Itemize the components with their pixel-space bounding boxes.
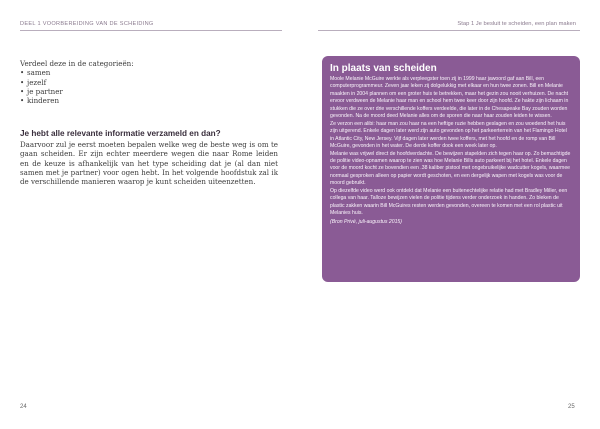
box-paragraph: Ze verzon een alibi: haar man zou haar na een heftige ruzie hebben geslagen en zou woedend het huis zijn uitgerend. Enkele dagen later werd zijn auto gevonden op het parkeerterrein van het Flamingo Hotel in Atlantic City, New Jersey. Vijf dagen later werden twee koffers, met het hoofd en de romp van Bill McGuire, gevonden in het water. De derde koffer dook een week later op. (330, 120, 567, 150)
box-paragraph: Moole Melanie McGuire werkte als verpleegster toen zij in 1999 haar jawoord gaf aan Bill, een computerprogrammeur. Zeven jaar leken zij dolgelukkig met elkaar en hun twee zonen. Bill en Melanie maakten in 2004 plannen om een groter huis te betrekken, maar het gezin zou nooit verhuizen. De nacht ervoor verdween de Melanie haar man en school hem twee keer door zijn hoofd. Ze hakte zijn lichaam in stukken die ze over drie verschillende koffers verdeelde, die later in de Chesapeake Bay zouden worden gevonden. Na de moord deed Melanie alles om de sporen die naar haar zouden leiden te wissen. (330, 76, 569, 120)
sidebar-box (322, 56, 580, 282)
category-item: • jezelf (20, 78, 278, 87)
running-head-right: Stap 1 Je besluit te scheiden, een plan maken (457, 21, 576, 27)
category-item: • samen (20, 68, 278, 77)
page-number-left: 24 (20, 404, 27, 410)
running-head-rule-right (318, 30, 580, 31)
section-heading: Je hebt alle relevante informatie verzameld en dan? (20, 129, 221, 138)
running-head-left: DEEL 1 VOORBEREIDING VAN DE SCHEIDING (20, 21, 154, 27)
box-source: (Bron Privé, juli-augustus 2015) (330, 218, 403, 225)
box-paragraph: Melanie was vrijwel direct de hoofdverdachte. De bewijzen stapelden zich tegen haar op. Zo bemachtigde de politie video-opnamen waarop te zien was hoe Melanie Bills auto parkeert bij het hotel. Enkele dagen voor de moord kocht ze bovendien een .38 kaliber pistool met ongebruikelijke wadcutter kogels, waarmee normaal gesproken alleen op papier wordt geschoten, en een dergelijk wapen met kogels was voor de moord gebruikt. (330, 150, 571, 187)
intro-block (20, 59, 278, 105)
category-item: • kinderen (20, 96, 278, 105)
category-list (20, 68, 278, 105)
page-number-right: 25 (568, 404, 575, 410)
box-paragraph: Op diezelfde video werd ook ontdekt dat Melanie een buitenechtelijke relatie had met Bradley Miller, een collega van haar. Talloze bewijzen vielen de politie tijdens verder onderzoek in handen. Zo bleken de plastic zakken waarin Bill McGuires resten werden gevonden, overeen te komen met een rol plastic uit Melanies huis. (330, 187, 568, 217)
intro-text: Verdeel deze in de categorieën: (20, 59, 134, 68)
running-head-rule-left (20, 30, 282, 31)
box-title: In plaats van scheiden (330, 63, 437, 74)
body-paragraph: Daarvoor zul je eerst moeten bepalen welke weg de beste weg is om te gaan scheiden. Er zijn echter meerdere wegen die naar Rome leiden en de keuze is afhankelijk van het type scheiding dat je (al dan niet samen met je partner) voor ogen hebt. In het volgende hoofdstuk zal ik de verschillende manieren waarop je kunt scheiden uiteenzetten. (20, 140, 278, 187)
category-item: • je partner (20, 87, 278, 96)
